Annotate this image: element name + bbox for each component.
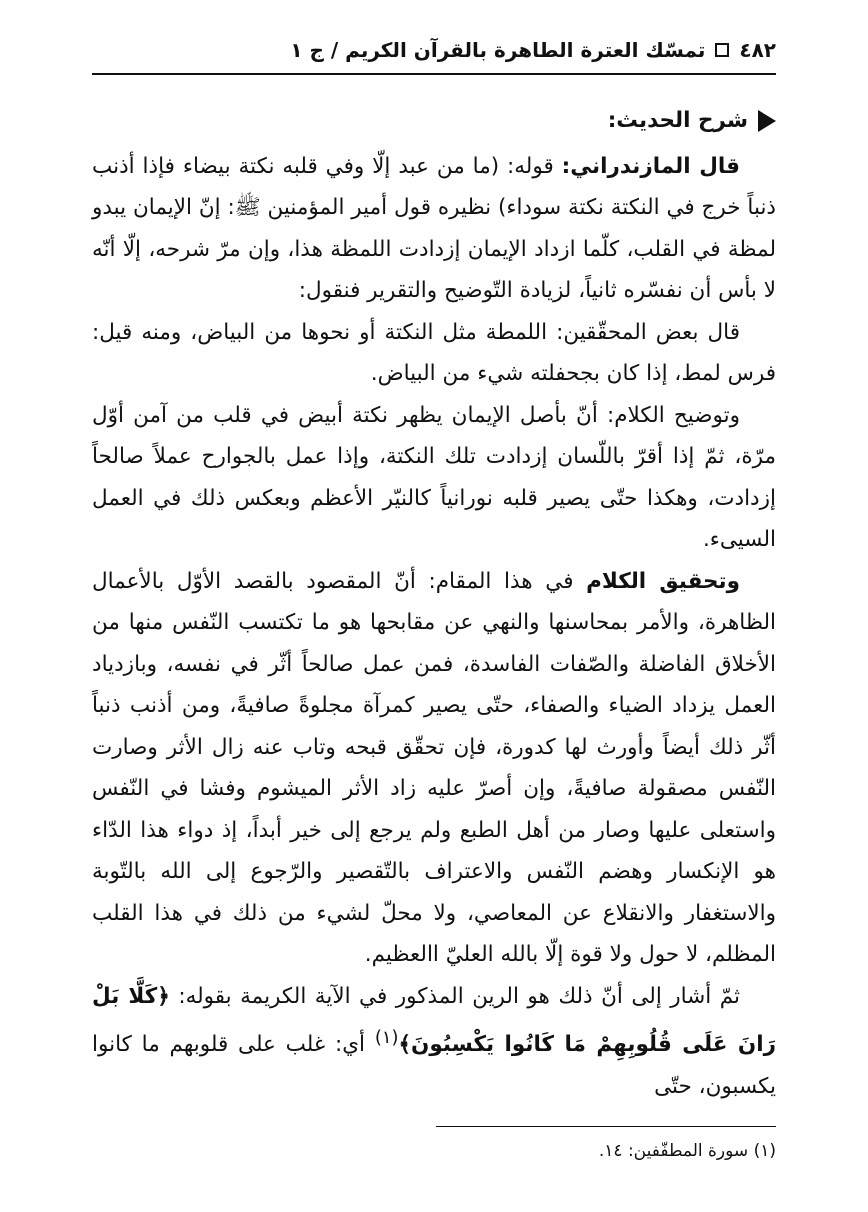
paragraph-text: في هذا المقام: أنّ المقصود بالقصد الأوّل بالأعمال الظاهرة، والأمر بمحاسنها والنهي عن مقابحها هو ما تكتسب النّفس منها من الأخلاق الفاضلة والصّفات الفاسدة، فمن عمل صالحاً أثّر في نفسه، وبازدياد العمل يزداد الضياء والصفاء، حتّى يصير كمرآة مجلوةً صافيةً، ومن أذنب ذنباً أثّر ذلك أيضاً وأورث لها كدورة، فإن تحقّق قبحه وتاب عنه زال الأثر وصارت النّفس مصقولة صافيةً، وإن أصرّ عليه زاد الأثر الميشوم وفشا في النّفس واستعلى عليها وصار من أهل الطبع ولم يرجع إلى خير أبداً، إذ دواء هذا الدّاء هو الإنكسار وهضم النّفس والاعتراف بالتّقصير والرّجوع إلى الله بالتّوبة والاستغفار والانقلاع عن المعاصي، ولا محلّ لشيء من ذلك في هذا القلب المظلم، لا حول ولا قوة إلّا بالله العليّ االعظيم.	[92, 568, 776, 967]
paragraph-5	[92, 976, 776, 1108]
paragraph-text: أي: غلب على قلوبهم ما كانوا يكسبون، حتّى	[92, 1032, 776, 1099]
footnote-rule	[436, 1126, 776, 1127]
section-heading	[92, 100, 776, 142]
header-title: تمسّك العترة الطاهرة بالقرآن الكريم / ج ١	[290, 38, 706, 62]
section-title: شرح الحديث:	[607, 108, 748, 133]
triangle-pointer-icon	[758, 110, 776, 132]
paragraph-text: وتوضيح الكلام: أنّ بأصل الإيمان يظهر نكتة أبيض في قلب من آمن أوّل مرّة، ثمّ إذا أقرّ باللّسان إزدادت تلك النكتة، وإذا عمل بالجوارح عملاً صالحاً إزدادت، وهكذا حتّى يصير قلبه نورانياً كالنيّر الأعظم وبعكس ذلك في العمل السيىء.	[92, 402, 776, 552]
footnote: (١) سورة المطفّفين: ١٤.	[598, 1141, 776, 1161]
square-icon	[715, 43, 729, 57]
footnote-reference[interactable]: (١)	[374, 1027, 399, 1048]
header-rule	[92, 73, 776, 75]
paragraph-4	[92, 561, 776, 976]
paragraph-label: وتحقيق الكلام	[586, 568, 740, 594]
paragraph-3	[92, 395, 776, 561]
paragraph-text: قال بعض المحقّقين: اللمطة مثل النكتة أو نحوها من البياض، ومنه قيل: فرس لمط، إذا كان بجحفلته شيء من البياض.	[92, 319, 776, 386]
quran-verse: ﴿كَلَّا بَلْ رَانَ عَلَى قُلُوبِهِمْ مَا كَانُوا يَكْسِبُونَ﴾	[92, 983, 776, 1058]
running-header	[92, 30, 776, 70]
paragraph-text: قوله: (ما من عبد إلّا وفي قلبه نكتة بيضاء فإذا أذنب ذنباً خرج في النكتة نكتة سوداء) نظيره قول أمير المؤمنين ﷺ: إنّ الإيمان يبدو لمظة في القلب، كلّما ازداد الإيمان إزدادت اللمظة هذا، وإن مرّ شرحه، إلّا أنّه لا بأس أن نفسّره ثانياً، لزيادة التّوضيح والتقرير فنقول:	[92, 153, 776, 303]
paragraph-text: ثمّ أشار إلى أنّ ذلك هو الرين المذكور في الآية الكريمة بقوله:	[169, 983, 740, 1009]
paragraph-1	[92, 146, 776, 312]
paragraph-label: قال المازندراني:	[561, 153, 741, 179]
page-number: ٤٨٢	[739, 38, 776, 62]
main-text	[92, 100, 776, 1107]
paragraph-2	[92, 312, 776, 395]
